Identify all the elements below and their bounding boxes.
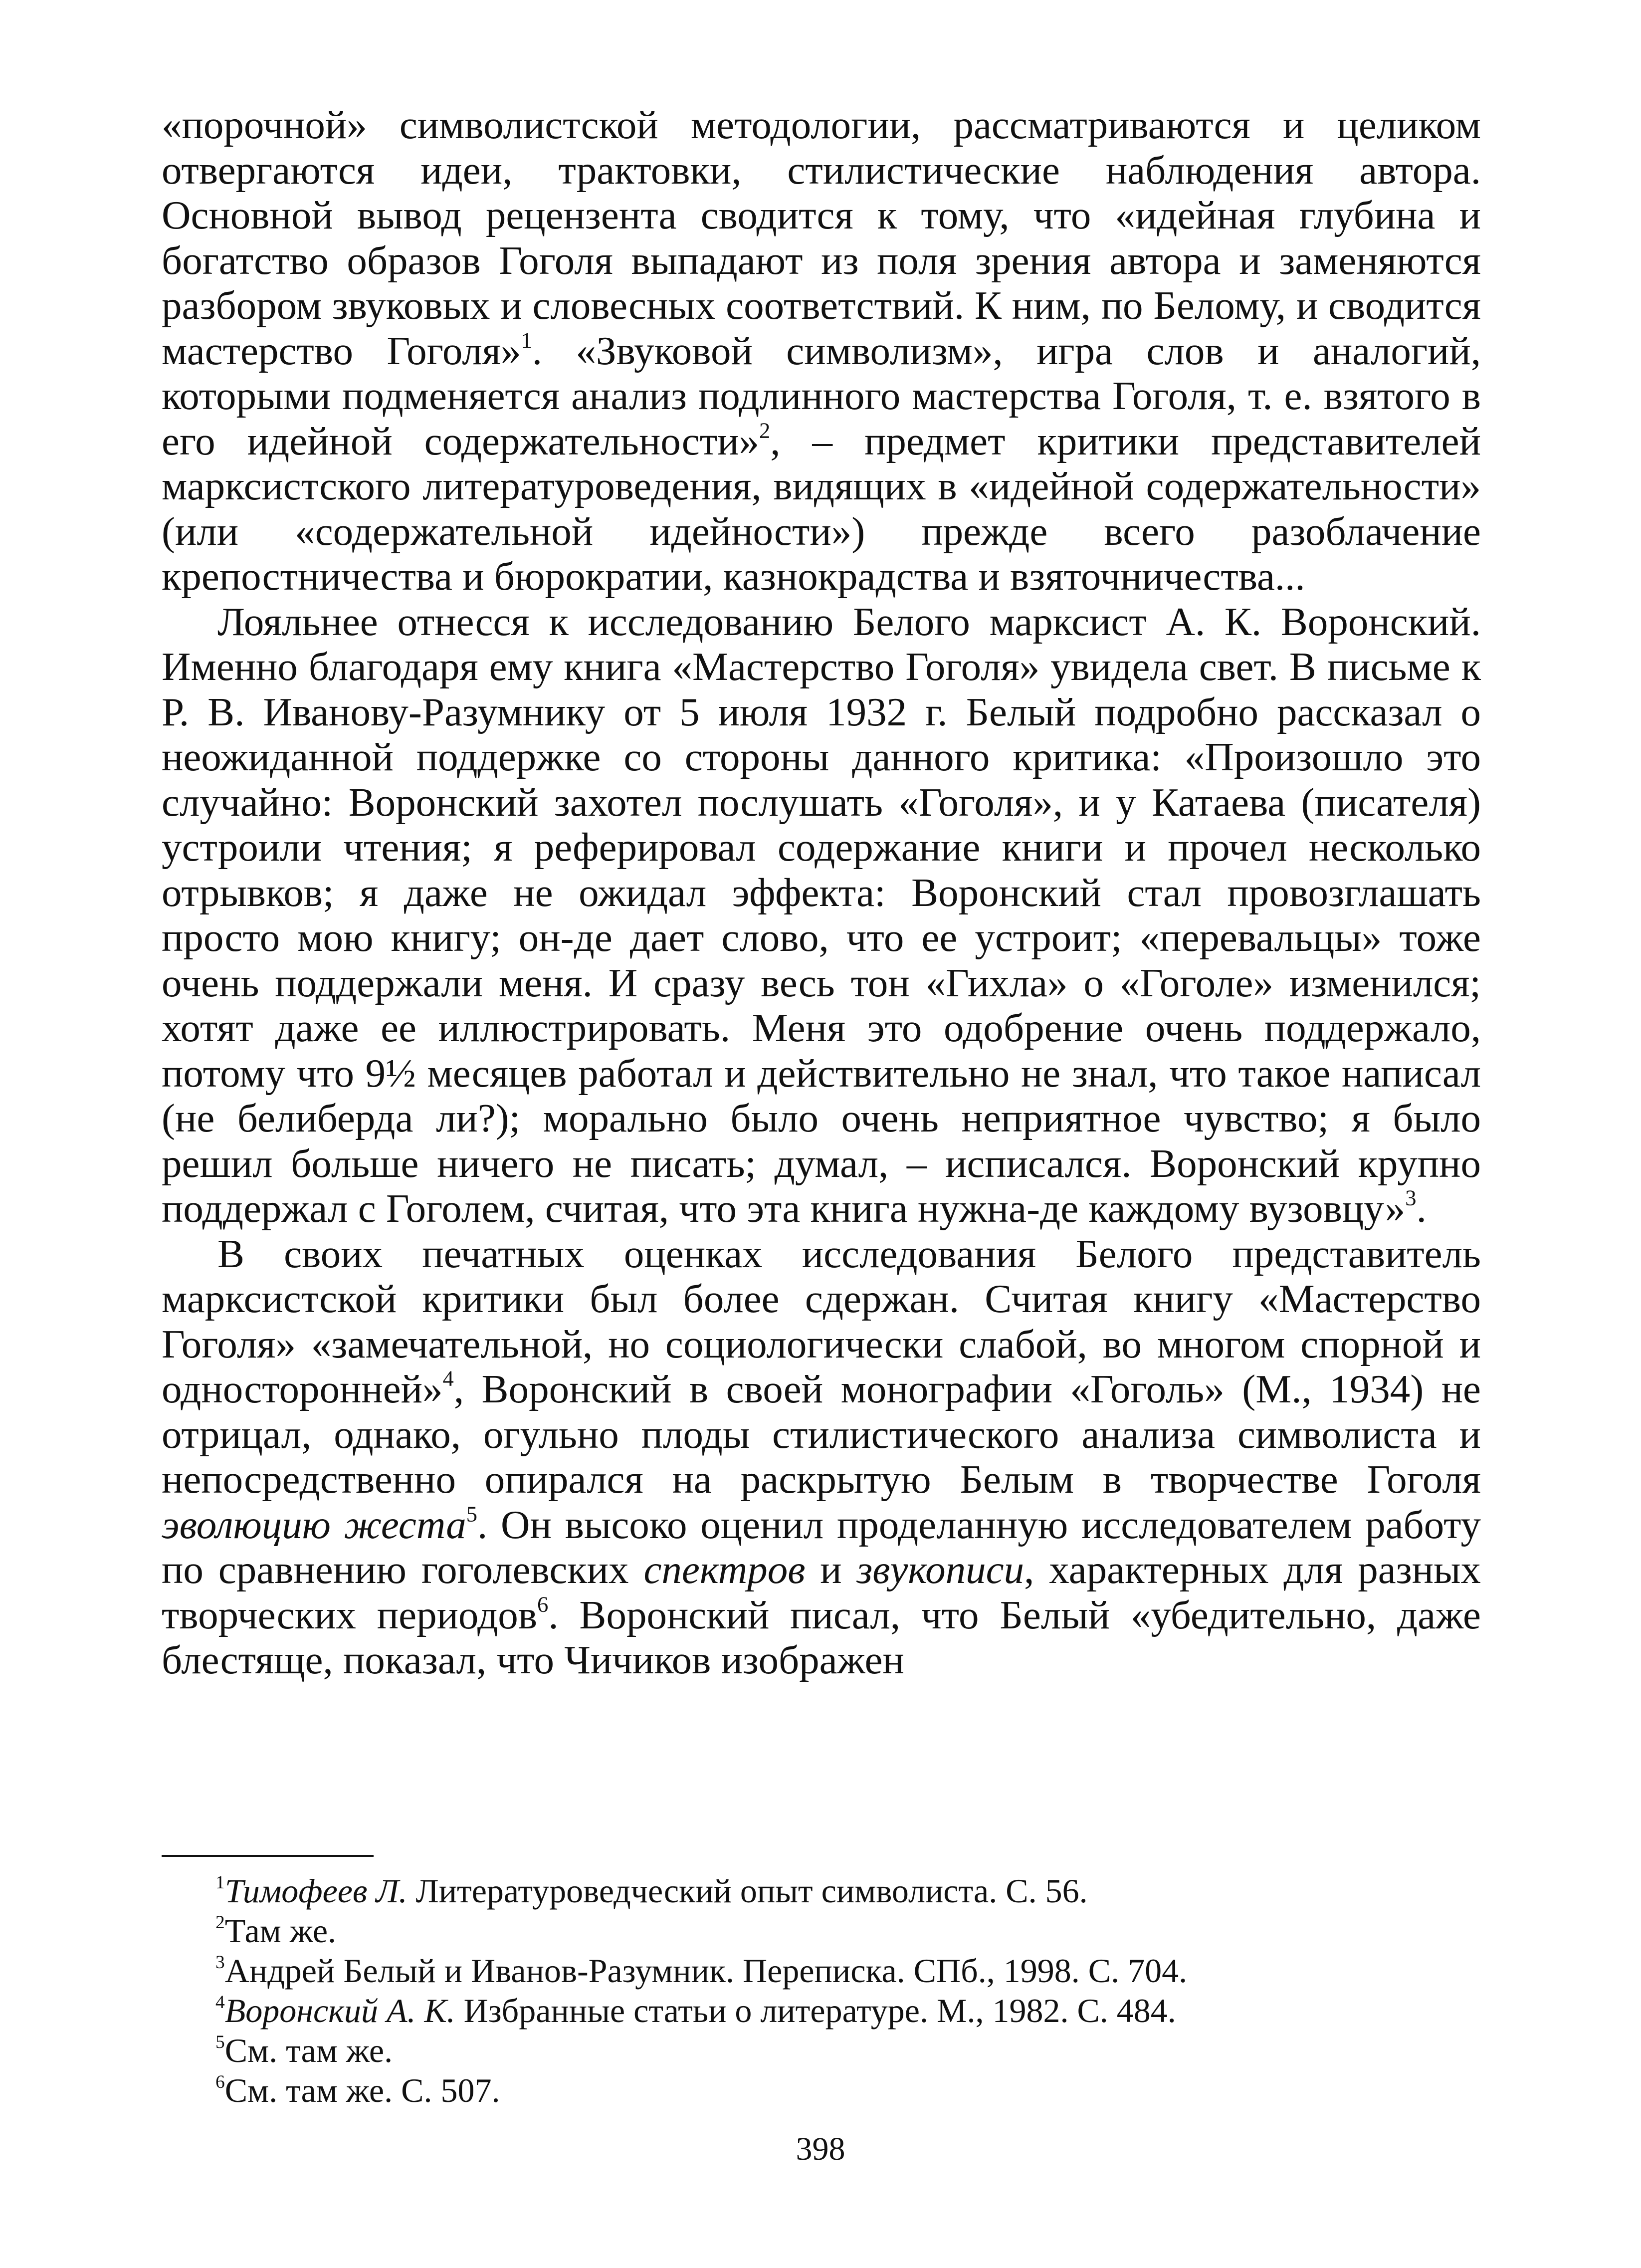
text-run: . Воронский писал, что Белый «убедительно, даже блестяще, показал, что Чичиков изображен (162, 1592, 1481, 1682)
text-run: . «Звуковой символизм», игра слов и аналогий, которыми подменяется анализ подлинного мастерства Гоголя, т. е. взятого в его идейной содержательности» (162, 328, 1481, 463)
footnote-ref: 6 (537, 1591, 549, 1617)
text-run: См. там же. С. 507. (224, 2071, 500, 2109)
footnote (162, 2070, 1481, 2110)
text-run: , Воронский в своей монографии «Гоголь» (М., 1934) не отрицал, однако, огульно плоды стилистического анализа символиста и непосредственно опирался на раскрытую Белым в творчестве Гоголя (162, 1366, 1481, 1502)
footnote-ref: 4 (442, 1365, 454, 1391)
text-run: Андрей Белый и Иванов-Разумник. Переписка. СПб., 1998. С. 704. (224, 1952, 1188, 1990)
footnote-ref: 3 (1405, 1185, 1417, 1210)
page-number: 398 (796, 2131, 845, 2167)
footnote (162, 1991, 1481, 2031)
text-run: Избранные статьи о литературе. М., 1982. С. 484. (455, 1992, 1176, 2030)
footnote-number: 4 (215, 1992, 225, 2013)
footnote-number: 2 (215, 1912, 225, 1933)
footnote (162, 1871, 1481, 1911)
paragraph (162, 1231, 1481, 1683)
footnotes (162, 1855, 1481, 2110)
footnote-number: 3 (215, 1952, 225, 1973)
footnote-ref: 1 (521, 327, 532, 353)
text-run: См. там же. (224, 2032, 393, 2069)
footnote-number: 6 (215, 2071, 225, 2092)
footnote (162, 1951, 1481, 1991)
emphasis-text: спектров (643, 1547, 806, 1592)
footnote-ref: 5 (466, 1501, 477, 1527)
footnote (162, 2031, 1481, 2070)
footnote (162, 1911, 1481, 1951)
emphasis-text: эволюцию жеста (162, 1502, 466, 1547)
emphasis-text: Тимофеев Л. (224, 1872, 408, 1910)
footnote-number: 5 (215, 2032, 225, 2052)
emphasis-text: звукописи (856, 1547, 1025, 1592)
text-run: «порочной» символистской методологии, рассматриваются и целиком отвергаются идеи, трактовки, стилистические наблюдения автора. Основной вывод рецензента сводится к тому, что «идейная глубина и богатство образов Гоголя выпадают из поля зрения автора и заменяются разбором звуковых и словесных соответствий. К ним, по Белому, и сводится мастерство Гоголя» (162, 102, 1481, 373)
text-run: , – предмет критики представителей марксистского литературоведения, видящих в «идейной содержательности» (или «содержательной идейности») прежде всего разоблачение крепостничества и бюрократии, казнокрадства и взяточничества... (162, 418, 1481, 599)
footnote-ref: 2 (759, 418, 771, 443)
text-run: . Он высоко оценил проделанную исследователем работу по сравнению гоголевских (162, 1502, 1481, 1592)
text-run: , характерных для разных творческих периодов (162, 1547, 1481, 1637)
text-run: Там же. (224, 1912, 337, 1950)
paragraph (162, 599, 1481, 1231)
page-body (162, 102, 1481, 1683)
text-run: и (805, 1547, 857, 1592)
footnote-number: 1 (215, 1872, 225, 1893)
emphasis-text: Воронский А. К. (224, 1992, 455, 2030)
text-run: . (1416, 1186, 1427, 1231)
paragraph (162, 102, 1481, 599)
text-run: Литературоведческий опыт символиста. С. 56. (407, 1872, 1088, 1910)
footnote-separator (162, 1855, 374, 1857)
main-text (162, 102, 1481, 1683)
text-run: В своих печатных оценках исследования Белого представитель марксистской критики был более сдержан. Считая книгу «Мастерство Гоголя» «замечательной, но социологически слабой, во многом спорной и односторонней» (162, 1231, 1481, 1411)
text-run: Лояльнее отнесся к исследованию Белого марксист А. К. Воронский. Именно благодаря ему книга «Мастерство Гоголя» увидела свет. В письме к Р. В. Иванову-Разумнику от 5 июля 1932 г. Белый подробно рассказал о неожиданной поддержке со стороны данного критика: «Произошло это случайно: Воронский захотел послушать «Гоголя», и у Катаева (писателя) устроили чтения; я реферировал содержание книги и прочел несколько отрывков; я даже не ожидал эффекта: Воронский стал провозглашать просто мою книгу; он-де дает слово, что ее устроит; «перевальцы» тоже очень поддержали меня. И сразу весь тон «Гихла» о «Гоголе» изменился; хотят даже ее иллюстрировать. Меня это одобрение очень поддержало, потому что 9½ месяцев работал и действительно не знал, что такое написал (не белиберда ли?); морально было очень неприятное чувство; я было решил больше ничего не писать; думал, – исписался. Воронский крупно поддержал с Гоголем, считая, что эта книга нужна-де каждому вузовцу» (162, 599, 1481, 1231)
